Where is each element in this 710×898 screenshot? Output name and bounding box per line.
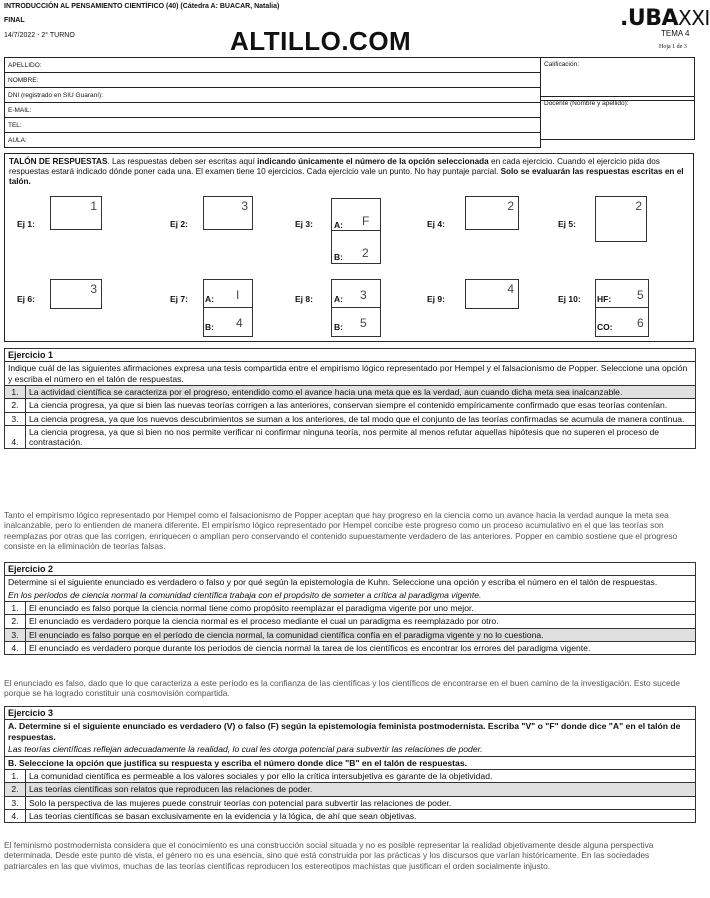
field-dni[interactable]: DNI (registrado en SIU Guaraní): [5,88,541,103]
ej2-answer: 3 [241,199,248,213]
exercise-2-title: Ejercicio 2 [5,563,695,576]
option-text: El enunciado es verdadero porque durante los períodos de ciencia normal la tarea de los científicos es encontrar los errores del paradigma vigente. [26,641,696,654]
option-row[interactable] [5,615,695,628]
answer-sheet [4,153,694,342]
answer-sheet-instructions [5,154,693,190]
exercise-1 [4,348,696,449]
ej8-b-label: B: [334,322,343,332]
ej10-hf-answer: 5 [637,288,644,302]
ej4-answer: 2 [507,199,514,213]
field-calificacion[interactable]: Calificación: [540,57,695,101]
ej10-label: Ej 10: [558,294,581,304]
ej7-a-answer: I [236,288,240,302]
ej4-answer-box[interactable] [465,196,519,230]
option-text: El enunciado es verdadero porque la ciencia normal es el proceso mediante el cual un paradigma es reemplazado por otro. [26,615,696,628]
ej9-answer-box[interactable] [465,279,519,309]
option-text: La comunidad científica es permeable a los valores sociales y por ello la crítica intersubjetiva es garante de la objetividad. [26,770,696,783]
exercise-1-prompt: Indique cuál de las siguientes afirmaciones expresa una tesis compartida entre el empirismo lógico representado por Hempel y el falsacionismo de Popper. Seleccione una opción y escriba el número en el talón de respuestas. [8,363,688,384]
ej1-label: Ej 1: [17,219,35,229]
ej6-label: Ej 6: [17,294,35,304]
ej8-b-answer: 5 [360,316,367,330]
option-number: 3. [5,628,26,641]
instr-2: indicando únicamente el número de la opción seleccionada [257,157,489,166]
option-row[interactable] [5,628,695,641]
ej8-a-answer: 3 [360,288,367,302]
field-tel[interactable]: TEL: [5,118,541,133]
option-row[interactable] [5,641,695,654]
field-aula[interactable]: AULA: [5,133,541,148]
option-number: 4. [5,641,26,654]
option-number: 2. [5,615,26,628]
option-text: El enunciado es falso porque la ciencia normal tiene como propósito reemplazar el paradigma vigente por uno mejor. [26,602,696,615]
exercise-3-statement: Las teorías científicas reflejan adecuadamente la realidad, lo cual les otorga potencial para subvertir las relaciones de poder. [5,743,695,757]
ej4-label: Ej 4: [427,219,445,229]
option-number: 3. [5,412,26,425]
option-number: 1. [5,386,26,399]
exercise-2 [4,562,696,655]
option-row[interactable] [5,399,695,412]
exercise-2-explanation: El enunciado es falso, dado que lo que caracteriza a este período es la confianza de las científicas y los científicos de encontrarse en el buen camino de la investigación. Esto sucede porque se ha logrado constituir una cosmovisión compartida. [4,678,680,699]
exercise-3-options [5,769,695,822]
option-number: 1. [5,770,26,783]
option-number: 3. [5,796,26,809]
ej1-answer-box[interactable] [50,196,102,230]
field-email[interactable]: E-MAIL: [5,103,541,118]
ej3-a-answer: F [362,214,370,228]
exercise-2-options [5,601,695,654]
option-row[interactable] [5,412,695,425]
option-text: Las teorías científicas son relatos que reproducen las relaciones de poder. [26,783,696,796]
ej7-a-label: A: [205,294,214,304]
tema-label: TEMA 4 [661,29,690,38]
ej7-b-label: B: [205,322,214,332]
instr-3: en cada ejercicio. Cuando el ejercicio pida dos respuestas estará indicado dónde poner cada una. El examen tiene 10 ejercicios. Cada ejercicio vale un punto. No hay puntaje parcial. [9,157,660,176]
ej7-b-answer: 4 [236,316,243,330]
option-row[interactable] [5,425,695,448]
option-text: El enunciado es falso porque en el período de ciencia normal, la comunidad científica confía en el paradigma vigente y no lo cuestiona. [26,628,696,641]
option-number: 1. [5,602,26,615]
option-text: Las teorías científicas se basan exclusivamente en la evidencia y la lógica, de ahí que sean objetivas. [26,809,696,822]
option-row[interactable] [5,796,695,809]
exercise-2-prompt: Determine si el siguiente enunciado es verdadero o falso y por qué según la epistemología de Kuhn. Seleccione una opción y escriba el número en el talón de respuestas. [8,577,658,587]
exercise-1-options [5,385,695,448]
option-number: 2. [5,783,26,796]
exercise-3-part-b: B. Seleccione la opción que justifica su respuesta y escriba el número donde dice "B" en el talón de respuestas. [8,757,467,768]
option-number: 2. [5,399,26,412]
ej10-co-answer: 6 [637,316,644,330]
logo-suffix: XXI [678,6,710,30]
field-nombre[interactable]: NOMBRE: [5,73,541,88]
student-id-table [4,57,541,148]
option-number: 4. [5,809,26,822]
instr-1: . Las respuestas deben ser escritas aquí [107,157,258,166]
option-row[interactable] [5,770,695,783]
exam-type: FINAL [4,17,25,24]
ej2-answer-box[interactable] [203,196,253,230]
exercise-3 [4,706,696,823]
option-text: La actividad científica se caracteriza por el progreso, entendido como el avance hacia una meta que es la verdad, aun cuando dicha meta sea inalcanzable. [26,386,696,399]
option-text: La ciencia progresa, ya que los nuevos descubrimientos se suman a los anteriores, de tal modo que el conjunto de las teorías confirmadas se acumula de manera continua. [26,412,696,425]
option-text: Solo la perspectiva de las mujeres puede construir teorías con potencial para subvertir las relaciones de poder. [26,796,696,809]
ej3-label: Ej 3: [295,219,313,229]
ej5-answer: 2 [635,199,642,213]
instr-4: Solo se evaluarán las respuestas escritas en el talón. [9,167,684,186]
ej3-a-label: A: [334,220,343,230]
exercise-2-statement: En los períodos de ciencia normal la comunidad científica trabaja con el propósito de someter a crítica al paradigma vigente. [8,589,482,600]
ej5-answer-box[interactable] [595,196,647,242]
ej8-label: Ej 8: [295,294,313,304]
ej6-answer: 3 [90,282,97,296]
exercise-3-part-a: A. Determine si el siguiente enunciado es verdadero (V) o falso (F) según la epistemología feminista postmodernista. Escriba "V" o "F" donde dice "A" en el talón de respuestas. [8,721,681,742]
exercise-3-explanation: El feminismo postmodernista considera que el conocimiento es una construcción social situada y no es posible representar la realidad objetivamente desde alguna perspectiva determinada. Desde este punto de vista, el género no es una esencia, sino que está construida por las prácticas y los discursos que varían históricamente. En las sociedades patriarcales en las que vivimos, muchas de las teorías científicas reproducen los estereotipos machistas que justifican el orden socialmente injusto. [4,840,654,871]
option-text: La ciencia progresa, ya que si bien no nos permite verificar ni confirmar ninguna teoría, nos permite al menos refutar aquellas hipótesis que no superen el proceso de contrastación. [26,425,696,448]
uba-logo [620,6,710,31]
ej3-b-answer: 2 [362,246,369,260]
ej10-co-label: CO: [597,322,613,332]
option-row[interactable] [5,386,695,399]
option-number: 4. [5,425,26,448]
ej8-a-label: A: [334,294,343,304]
field-apellido[interactable]: APELLIDO: [5,58,541,73]
ej5-label: Ej 5: [558,219,576,229]
ej9-answer: 4 [507,282,514,296]
exercise-1-explanation: Tanto el empirismo lógico representado por Hempel como el falsacionismo de Popper aceptan que hay progreso en la ciencia como un avance hacia la verdad aunque la meta sea inalcanzable, pero lo entienden de manera diferente. El empirismo lógico representado por Hempel concibe este progreso como un proceso acumulativo en el que las teorías son reemplazas por otras que las corrigen, enriquecen o amplían pero conservando el contenido supuestamente verdadero de las anteriores. Popper en cambio sostiene que el progreso consiste en la eliminación de teorías falsas. [4,510,678,552]
exam-date: 14/7/2022 - 2° TURNO [4,32,75,39]
ej6-answer-box[interactable] [50,279,102,309]
watermark: ALTILLO.COM [230,26,412,56]
ej3-b-label: B: [334,252,343,262]
page-number: Hoja 1 de 3 [659,44,687,50]
exercise-1-title: Ejercicio 1 [5,349,695,362]
option-text: La ciencia progresa, ya que si bien las nuevas teorías corrigen a las anteriores, conservan siempre el contenido empíricamente confirmado que esas teorías contenían. [26,399,696,412]
ej9-label: Ej 9: [427,294,445,304]
field-docente[interactable]: Docente (Nombre y apellido): [540,96,695,140]
option-row[interactable] [5,809,695,822]
logo-main: .UBA [620,6,679,31]
option-row[interactable] [5,783,695,796]
ej10-hf-label: HF: [597,294,612,304]
option-row[interactable] [5,602,695,615]
ej1-answer: 1 [90,199,97,213]
course-title: INTRODUCCIÓN AL PENSAMIENTO CIENTÍFICO (40) (Cátedra A: BUACAR, Natalia) [4,3,280,10]
ej2-label: Ej 2: [170,219,188,229]
exercise-3-title: Ejercicio 3 [5,707,695,720]
ej7-label: Ej 7: [170,294,188,304]
answer-sheet-title: TALÓN DE RESPUESTAS [9,157,108,166]
